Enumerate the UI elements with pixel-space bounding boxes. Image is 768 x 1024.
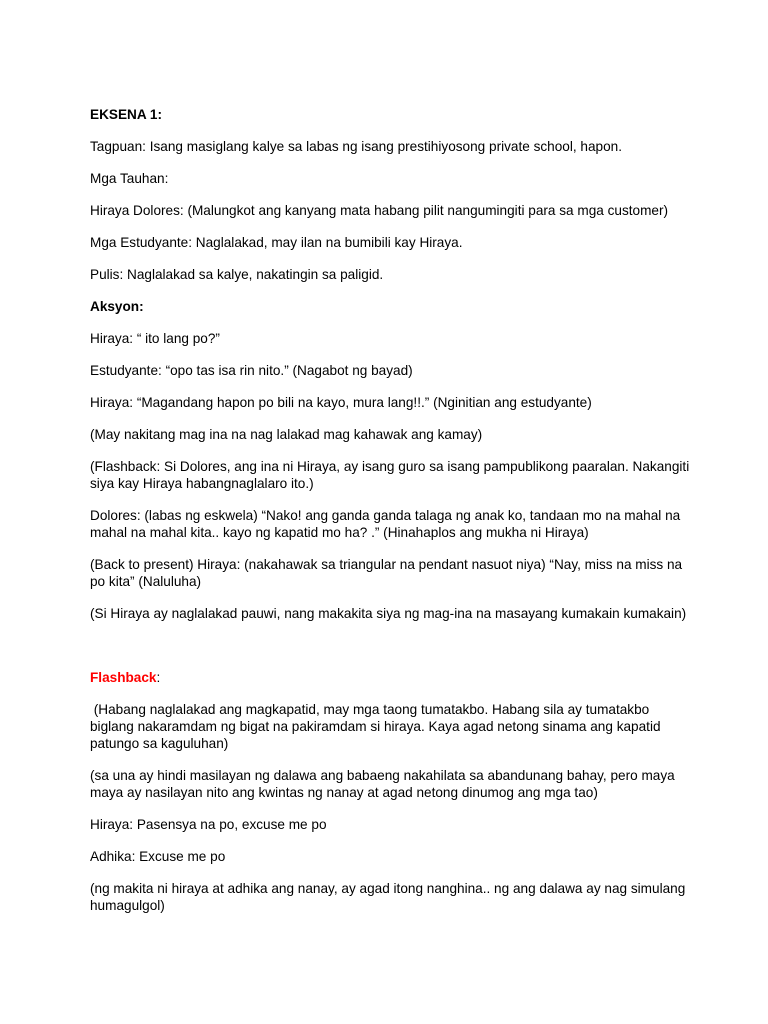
action-line: Dolores: (labas ng eskwela) “Nako! ang ganda ganda talaga ng anak ko, tandaan mo na mahal na mahal na mahal kita.. kayo ng kapatid mo ha? .” (Hinahaplos ang mukha ni Hiraya)	[90, 508, 684, 540]
action-line: Estudyante: “opo tas isa rin nito.” (Nagabot ng bayad)	[90, 363, 413, 378]
flashback-line: Hiraya: Pasensya na po, excuse me po	[90, 817, 327, 832]
action-line: (May nakitang mag ina na nag lalakad mag kahawak ang kamay)	[90, 427, 483, 442]
document-page	[90, 106, 693, 929]
flashback-heading-label: Flashback	[90, 670, 157, 685]
action-line: (Flashback: Si Dolores, ang ina ni Hiraya, ay isang guro sa isang pampublikong paaralan. Nakangiti siya kay Hiraya habangnaglalaro ito.)	[90, 459, 693, 491]
action-line: (Si Hiraya ay naglalakad pauwi, nang makakita siya ng mag-ina na masayang kumakain kumakain)	[90, 606, 687, 621]
flashback-line: Adhika: Excuse me po	[90, 849, 226, 864]
setting-line: Tagpuan: Isang masiglang kalye sa labas ng isang prestihiyosong private school, hapon.	[90, 139, 623, 154]
flashback-line: (sa una ay hindi masilayan ng dalawa ang babaeng nakahilata sa abandunang bahay, pero maya maya ay nasilayan nito ang kwintas ng nanay at agad netong dinumog ang mga tao)	[90, 768, 679, 800]
character-line: Pulis: Naglalakad sa kalye, nakatingin sa paligid.	[90, 267, 384, 282]
scene-title: EKSENA 1:	[90, 107, 163, 122]
characters-heading: Mga Tauhan:	[90, 171, 169, 186]
flashback-heading-colon: :	[156, 670, 161, 685]
flashback-line: (Habang naglalakad ang magkapatid, may mga taong tumatakbo. Habang sila ay tumatakbo biglang nakaramdam ng bigat na pakiramdam si hiraya. Kaya agad netong sinama ang kapatid patungo sa kaguluhan)	[90, 702, 665, 751]
character-line: Mga Estudyante: Naglalakad, may ilan na bumibili kay Hiraya.	[90, 235, 463, 250]
action-line: Hiraya: “ ito lang po?”	[90, 331, 220, 346]
action-line: (Back to present) Hiraya: (nakahawak sa triangular na pendant nasuot niya) “Nay, miss na miss na po kita” (Naluluha)	[90, 557, 686, 589]
flashback-heading	[90, 669, 690, 686]
action-heading: Aksyon:	[90, 299, 144, 314]
section-spacer	[90, 637, 690, 669]
character-line: Hiraya Dolores: (Malungkot ang kanyang mata habang pilit nangumingiti para sa mga customer)	[90, 203, 669, 218]
flashback-line: (ng makita ni hiraya at adhika ang nanay, ay agad itong nanghina.. ng ang dalawa ay nag simulang humagulgol)	[90, 881, 690, 913]
action-line: Hiraya: “Magandang hapon po bili na kayo, mura lang!!.” (Nginitian ang estudyante)	[90, 395, 592, 410]
